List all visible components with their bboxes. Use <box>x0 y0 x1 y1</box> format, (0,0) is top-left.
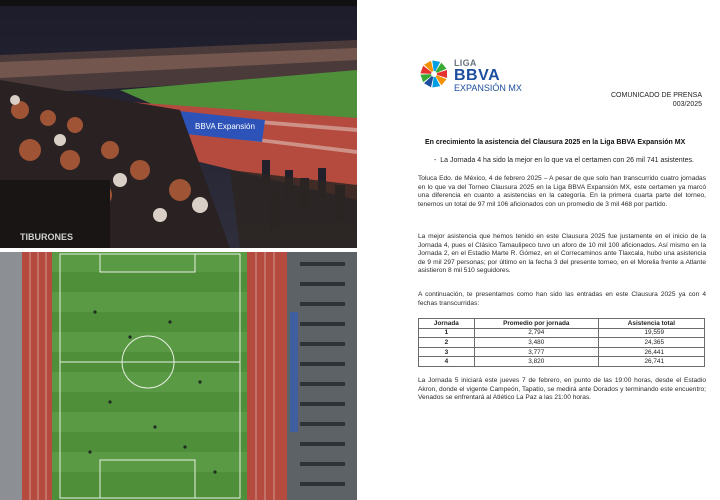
cell-jornada: 4 <box>419 357 475 367</box>
aerial-pitch-photo <box>0 252 357 500</box>
starburst-logo-icon <box>418 58 450 90</box>
cell-jornada: 2 <box>419 338 475 348</box>
table-row <box>419 347 705 357</box>
cell-asistencia: 26,441 <box>598 347 704 357</box>
table-row <box>419 328 705 338</box>
logo-line-liga: LIGA <box>454 58 477 68</box>
cell-asistencia: 19,559 <box>598 328 704 338</box>
attendance-table <box>418 318 705 367</box>
paragraph-table-intro: A continuación, te presentamos como han sido las entradas en este Clausura 2025 ya con 4 fechas transcurridas: <box>418 291 706 307</box>
header-jornada: Jornada <box>419 319 475 329</box>
press-release-number: 003/2025 <box>672 101 702 108</box>
stadium-crowd-photo <box>0 0 357 248</box>
press-release-label <box>611 91 702 109</box>
paragraph-intro: Toluca Edo. de México, 4 de febrero 2025 – A pesar de que solo han transcurrido cuatro jornadas en lo que va del Torneo Clausura 2025 en la Liga BBVA Expansión MX, este certamen ya marcó una diferencia en cuanto a asistencias en la categoría. En la primera cuarta parte del torneo, tenemos un total de 97 mil 106 aficionados con un promedio de 3 mil 468 por partido. <box>418 175 706 208</box>
paragraph-best-attendance: La mejor asistencia que hemos tenido en este Clausura 2025 fue justamente en el inicio de la Jornada 4, pues el Clásico Tamaulipeco tuvo un aforo de 10 mil 100 aficionados. Así mismo en la Jornada 2, en el Estadio Marte R. Gómez, en el Correcaminos ante Tlaxcala, hubo una asistencia de 9 mil 297 personas; por último en la fecha 3 del presente torneo, en el Morelia frente a Atlante asistieron 8 mil 510 seguidores. <box>418 233 706 275</box>
cell-promedio: 3,777 <box>474 347 598 357</box>
press-release-title: COMUNICADO DE PRENSA <box>610 92 702 99</box>
table-row <box>419 338 705 348</box>
highlight-bullet <box>434 157 714 164</box>
cell-promedio: 3,820 <box>474 357 598 367</box>
cell-promedio: 3,480 <box>474 338 598 348</box>
table-header-row <box>419 319 705 329</box>
logo-line-bbva: BBVA <box>454 67 501 84</box>
bullet-dash: - <box>434 157 441 164</box>
bullet-text: La Jornada 4 ha sido la mejor en lo que va el certamen con 26 mil 741 asistentes. <box>440 157 694 164</box>
cell-asistencia: 26,741 <box>598 357 704 367</box>
cell-jornada: 1 <box>419 328 475 338</box>
header-promedio: Promedio por jornada <box>474 319 598 329</box>
paragraph-next-round: La Jornada 5 iniciará este jueves 7 de febrero, en punto de las 19:00 horas, desde el Estadio Akron, donde el vigente Campeón, Tapatío, se medirá ante Dorados y terminando este encuentro; Venados se enfrentará al Atlético La Paz a las 21:00 horas. <box>418 377 706 402</box>
cell-asistencia: 24,365 <box>598 338 704 348</box>
table-row <box>419 357 705 367</box>
logo-line-expansion: EXPANSIÓN MX <box>454 83 522 93</box>
cell-jornada: 3 <box>419 347 475 357</box>
stadium-banner-text: BBVA Expansión <box>195 122 255 131</box>
header-asistencia: Asistencia total <box>598 319 704 329</box>
photo-watermark: TIBURONES <box>20 232 74 242</box>
liga-bbva-expansion-logo <box>418 58 528 98</box>
cell-promedio: 2,794 <box>474 328 598 338</box>
document-headline: En crecimiento la asistencia del Clausura 2025 en la Liga BBVA Expansión MX <box>425 139 686 146</box>
logo-wordmark <box>454 59 522 93</box>
